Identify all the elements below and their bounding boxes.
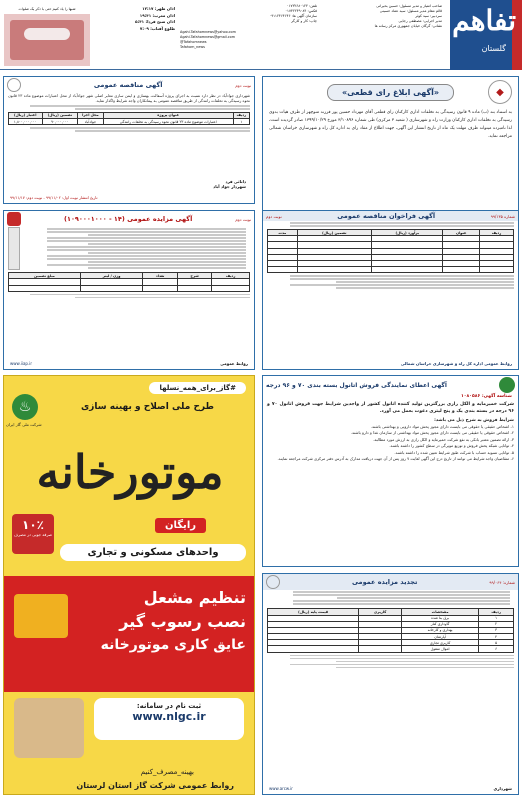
- publish-dates: تاریخ انتشار نوبت اول: ۹۹/۱۱/۰۲ - نوبت دوم: ۹۹/۱۱/۱۷: [10, 195, 98, 200]
- phone-line: تلفن: ۰۱۷۳۲۶۸۰۱۲۴: [286, 4, 317, 8]
- text-line: [336, 661, 515, 663]
- text-line: [47, 237, 246, 239]
- text-line: [293, 600, 510, 602]
- table-header: ردیف: [480, 229, 514, 235]
- promo-hashtag: بهینه_مصرف_کنیم: [140, 768, 194, 776]
- text-line: [30, 105, 250, 107]
- table-cell: کاربری تجاری: [401, 640, 478, 646]
- ad-tag: نوبت دوم: [235, 82, 251, 88]
- promo-percent-caption: صرفه جویی در مصرف: [13, 532, 53, 537]
- signer-title: شهردار جواد آباد: [213, 184, 246, 189]
- ad-footer: روابط عمومی: [220, 361, 248, 366]
- header-photo: [4, 4, 90, 66]
- table-header: محل اجرا: [78, 112, 103, 118]
- ad-title: آگهی فراخوان مناقصه عمومی: [337, 212, 436, 220]
- staff-line: قائم مقام مدیر مسئول: سید عماد حسینی: [379, 9, 442, 13]
- ad-title: تجدید مزایده عمومی: [351, 578, 418, 586]
- text-line: [88, 267, 246, 269]
- ad-renewed-auction: [262, 573, 519, 795]
- promo-units: واحدهای مسکونی و تجاری: [60, 544, 246, 561]
- table-header: ردیف: [479, 609, 514, 615]
- newspaper-logo: [450, 0, 522, 70]
- ad-title-box: [327, 84, 454, 101]
- table-header: عنوان پروژه: [103, 112, 233, 118]
- phone-line: چاپ: کار و کارگر: [291, 19, 317, 23]
- text-line: [47, 249, 246, 251]
- table-header: مشخصات: [401, 609, 478, 615]
- email-line[interactable]: Agahi.Tafahomnews@yahoo.com: [180, 30, 236, 34]
- staff-block: [322, 4, 442, 29]
- text-line: [337, 597, 510, 599]
- table-header: ردیف: [212, 273, 250, 279]
- signer-name: دانائی فرد: [225, 179, 246, 184]
- ad-footer: روابط عمومی اداره کل راه و شهرسازی خراسان شمالی: [400, 361, 512, 366]
- ad-ethanol-agency: [262, 375, 519, 567]
- text-line: [88, 252, 246, 254]
- table-header: تعداد: [143, 273, 178, 279]
- table-cell: برق بنا شده: [401, 615, 478, 621]
- text-line: [88, 234, 246, 236]
- company-logo-icon: [7, 212, 21, 226]
- text-line: [290, 278, 514, 280]
- prayer-times: [95, 6, 175, 32]
- phone-line: سازمان آگهی ها: ۰۹۱۱۲۴۶۴۶۴۶: [269, 14, 317, 18]
- social-handle[interactable]: @Tafahomnews: [180, 40, 207, 44]
- social-handle[interactable]: Tafahom_news: [180, 45, 205, 49]
- text-line: [293, 603, 510, 605]
- text-line: [290, 658, 514, 660]
- auction-table: [8, 272, 250, 292]
- ad-title: آگهی مناقصه عمومی: [93, 81, 163, 89]
- promo-register-box: [94, 698, 244, 740]
- text-line: [88, 243, 246, 245]
- promo-services-block: [4, 576, 255, 692]
- ad-body: به استناد بند (ب) ماده ۹ قانون رسیدگی به تخلفات اداری کارکنان رای قطعی آقای مهرداد حسین پور فرزند منوچهر از طرف هیات بدوی رسیدگی به تخلفات اداری کارکنان وزارت راه و شهرسازی ( شعبه ۳ مرکزی) طی شماره ۳/۱۰۸۹۶ مورخ ۱۳۹۹/۱۰/۲۹ صادر گردیده است، لذا نامبرده میتواند ظرف مهلت یک ماه از تاریخ انتشار این آگهی، جهت اطلاع از مفاد رای به اداره کل راه و شهرسازی خراسان شمالی مراجعه نماید.: [269, 110, 512, 139]
- headline-tag: شبها را یاد کنیم حتی با ذکر یک صلوات: [4, 4, 90, 14]
- promo-percent: ۱۰٪: [22, 518, 44, 532]
- text-line: [88, 261, 246, 263]
- gas-flame-icon: ♨: [12, 394, 38, 420]
- text-line: [290, 222, 514, 224]
- condition-item: ۵- توانایی تسویه حساب با شرکت طبق شرایط تعیین شده را داشته باشند.: [394, 449, 514, 455]
- ad-call-tender: [262, 210, 519, 370]
- emails-block: [180, 30, 275, 50]
- table-header: وزن / لیتر: [80, 273, 142, 279]
- text-line: [336, 281, 515, 283]
- tender-table: [267, 229, 514, 273]
- burner-image: [14, 594, 68, 638]
- phones-block: [237, 4, 317, 24]
- table-cell: گاوداری کنار: [401, 621, 478, 627]
- ad-verdict-notice: [262, 76, 519, 228]
- table-header: ردیف: [233, 112, 249, 118]
- ad-title: «آگهی ابلاغ رای قطعی»: [341, 87, 440, 97]
- emblem-icon: [266, 575, 280, 589]
- ad-ref: شماره: ۹۹/۰۶۴: [489, 579, 515, 585]
- ad-website[interactable]: www.arcw.ir: [269, 786, 293, 791]
- staff-line: صاحب امتیاز و مدیر مسئول: حسین بحیرانی: [376, 4, 442, 8]
- text-line: [47, 246, 246, 248]
- ad-text-col: [267, 590, 514, 606]
- spacer: [269, 80, 293, 104]
- staff-line: سردبیر: سید کوثر: [415, 14, 442, 18]
- text-line: [75, 108, 250, 110]
- ad-ref: شماره ۹۹/۱۳۵: [490, 213, 515, 219]
- prayer-time: طلوع آفتاب: ۷:۰۹: [139, 25, 175, 31]
- side-strip: [8, 227, 20, 270]
- prayer-time: اذان صبح فردا: ۵:۴۱: [135, 19, 175, 24]
- text-line: [75, 297, 250, 299]
- condition-item: ۶- متقاضیان واجد شرایط می توانند از تاریخ درج این آگهی لغایت ۷ روز پس از آن جهت دریافت مدارک به آدرس دفتر مرکزی شرکت مراجعه نمایند.: [277, 456, 514, 462]
- insulation-image: [14, 698, 84, 758]
- ad-tender-javadabad: [3, 76, 255, 204]
- staff-line: مدیر اجرایی: مصطفی رجایی: [398, 19, 442, 23]
- table-cell: اموال منقول: [401, 646, 478, 652]
- logo-title: تفاهم: [452, 4, 516, 37]
- promo-register-label: ثبت نام در سامانه:: [136, 702, 202, 710]
- table-header: مدت: [268, 229, 298, 235]
- emblem-icon: ◆: [488, 80, 512, 104]
- text-line: [30, 127, 250, 129]
- table-cell: بهداری و کارخانه: [401, 627, 478, 633]
- ad-footer: شهرداری: [493, 786, 512, 791]
- prayer-time: اذان مغرب: ۱۹:۴۱: [139, 12, 175, 18]
- table-cell: اعتبارات موضوع ماده ۲۳ قانون نحوه رسیدگی به تخلفات رانندگی: [103, 118, 233, 124]
- promo-company: شرکت ملی گاز ایران: [6, 422, 42, 427]
- masthead: [0, 0, 522, 70]
- text-line: [47, 228, 246, 230]
- table-header: مبلغ تضمین: [9, 273, 81, 279]
- promo-campaign: طرح ملی اصلاح و بهینه سازی: [80, 402, 214, 412]
- promo-percent-badge: [12, 514, 54, 554]
- text-line: [290, 284, 514, 286]
- table-header: عنوان: [443, 229, 480, 235]
- text-line: [75, 130, 250, 132]
- condition-item: ۲- اشخاص حقوقی یا حقیقی می بایست دارای مجوز پخش مواد بهداشتی از سازمان غذا و دارو باشند.: [350, 430, 514, 436]
- staff-line: نشانی: گرگان خیابان جمهوری مرکز رسانه ها: [374, 24, 442, 28]
- ad-text-col: [24, 227, 250, 270]
- ad-website[interactable]: www.iiap.ir: [10, 361, 32, 366]
- text-line: [290, 655, 514, 657]
- text-line: [47, 231, 246, 233]
- logo-subtitle: گلستان: [481, 44, 506, 53]
- text-line: [290, 275, 514, 277]
- header-illustration-shape: [24, 28, 70, 40]
- ad-auction-14: [3, 210, 255, 370]
- ad-title: آگهی مزایده عمومی (۱۴ - ۱۰۹۰۰۰۱۰۰۰): [64, 215, 193, 223]
- text-line: [47, 240, 246, 242]
- gas-promo-poster: [3, 375, 255, 795]
- table-cell: آپارتمان: [401, 634, 478, 640]
- promo-headline: [22, 432, 238, 512]
- table-header: کاربری: [359, 609, 402, 615]
- promo-footer: روابط عمومی شرکت گاز استان لرستان: [76, 781, 234, 790]
- text-line: [293, 594, 510, 596]
- condition-item: ۴- توانایی شبکه پخش فروش و توزیع مویرگی در سطح کشور را داشته باشند.: [389, 443, 514, 449]
- table-header: قیمت پایه (ریال): [268, 609, 359, 615]
- table-cell: ۱,۸۰۰,۰۰۰,۰۰۰: [9, 118, 43, 124]
- promo-service-line: نصب رسوب گیر: [119, 612, 246, 631]
- text-line: [290, 664, 514, 666]
- promo-service-line: عایق کاری موتورخانه: [100, 637, 246, 653]
- ad-title: آگهی اعطای نمایندگی فروش اتانول بسته بندی ۷۰ و ۹۶ درجه: [266, 381, 447, 389]
- company-logo-icon: [499, 377, 515, 393]
- email-line[interactable]: Agahi.Tafahomnews@gmail.com: [180, 35, 236, 39]
- table-header: تضمین (ریال): [42, 112, 78, 118]
- ad-tag: نوبت دوم: [235, 216, 251, 222]
- emblem-icon: [7, 78, 21, 92]
- condition-item: ۳- ارائه تضمین معتبر بانکی به نفع شرکت خمیرمایه و الکل رازی به ارزش مورد مطالبه.: [373, 436, 514, 442]
- text-line: [336, 667, 515, 669]
- conditions-title: شرایط فروش به شرح ذیل می باشد:: [434, 418, 514, 423]
- tender-table: [8, 112, 250, 125]
- table-header: تضمین (ریال): [297, 229, 371, 235]
- ad-tag: نوبت دوم: [266, 213, 282, 219]
- text-line: [290, 225, 514, 227]
- promo-big-word: موتورخانه: [36, 445, 224, 499]
- table-header: برآورد (ریال): [371, 229, 443, 235]
- ad-ref: شناسه آگهی: ۱۰۸۰۵۸۶: [461, 394, 512, 399]
- table-cell: ۱: [233, 118, 249, 124]
- text-line: [47, 264, 246, 266]
- ad-body: شهرداری جوادآباد در نظر دارد نسبت به اجرای پروژه آسفالت، بهسازی و ایمن سازی معابر اصلی شهر جوادآباد از محل اعتبارات موضوع ماده ۲۳ قانون نحوه رسیدگی به تخلفات رانندگی از طریق مناقصه عمومی به پیمانکاران واجد شرایط واگذار نماید.: [8, 93, 250, 104]
- text-line: [30, 294, 250, 296]
- table-cell: جوادآباد: [78, 118, 103, 124]
- header-illustration: [10, 20, 84, 60]
- prayer-time: اذان ظهر: ۱۲:۱۷: [142, 6, 175, 11]
- promo-site-link[interactable]: www.nlgc.ir: [132, 710, 206, 723]
- text-line: [336, 287, 515, 289]
- text-line: [47, 258, 246, 260]
- table-header: اعتبار (ریال): [9, 112, 43, 118]
- ad-intro: شرکت خمیرمایه و الکل رازی بزرگترین تولید کننده اتانول کشور از واجدین شرایط جهت فروش اتانول ۷۰ و ۹۶ درجه در بسته بندی یک و پنج لیتری دعوت بعمل می آورد.: [267, 402, 514, 414]
- text-line: [293, 591, 510, 593]
- phone-line: فکس: ۰۱۷۳۲۲۴۹۰۸۴: [285, 9, 317, 13]
- promo-top-tag: #گاز_برای_همه_نسلها: [149, 382, 246, 394]
- promo-service-line: تنظیم مشعل: [143, 588, 246, 607]
- text-line: [47, 255, 246, 257]
- table-header: شرح: [178, 273, 212, 279]
- table-cell: ۹۰,۰۰۰,۰۰۰: [42, 118, 78, 124]
- promo-free-label: رایگان: [155, 518, 206, 533]
- signer-block: [213, 179, 246, 189]
- auction-table: ردیف مشخصات کاربری قیمت پایه (ریال) ۱ برق بنا شده ۲ گاوداری کنار ۳ بهداری و کارخانه ۴ آپارتمان ۵ کاربری تجاری ۶ اموال منقول: [267, 608, 514, 652]
- condition-item: ۱- اشخاص حقیقی یا حقوقی می بایست دارای مجوز پخش مواد دارویی و بهداشتی باشند.: [370, 424, 514, 429]
